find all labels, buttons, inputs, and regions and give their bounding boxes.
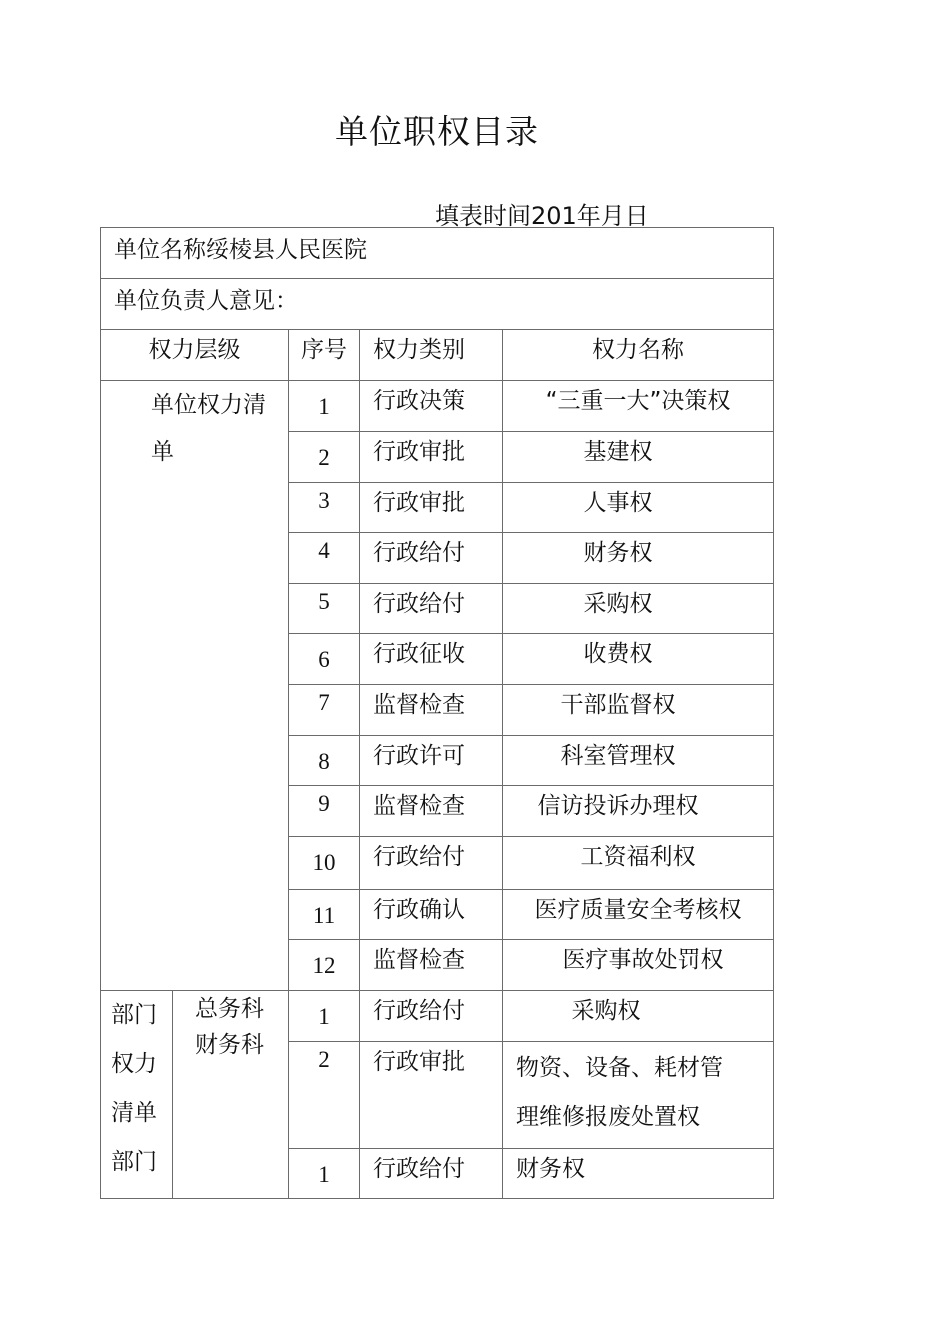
name-line: 物资、设备、耗材管	[516, 1055, 723, 1081]
seq-cell: 4	[289, 533, 360, 584]
category-cell: 监督检查	[360, 940, 503, 991]
dept-label-line: 清单	[111, 1100, 157, 1126]
dept-list-label-cell	[101, 991, 173, 1199]
seq-cell: 2	[289, 432, 360, 483]
header-level: 权力层级	[101, 330, 289, 381]
seq-cell: 6	[289, 634, 360, 685]
seq-cell: 1	[289, 991, 360, 1042]
document-title: 单位职权目录	[335, 112, 539, 151]
dept-name-cell	[173, 991, 289, 1199]
name-cell	[503, 1042, 774, 1149]
unit-name-row	[101, 228, 774, 279]
seq-cell: 1	[289, 381, 360, 432]
name-cell: “三重一大”决策权	[503, 381, 774, 432]
name-cell: 财务权	[503, 533, 774, 584]
leader-opinion-cell: 单位负责人意见：	[101, 279, 774, 330]
dept-label-line: 权力	[111, 1051, 157, 1077]
name-cell: 干部监督权	[503, 685, 774, 736]
name-cell: 人事权	[503, 483, 774, 533]
name-cell: 信访投诉办理权	[503, 786, 774, 837]
seq-cell: 11	[289, 890, 360, 940]
category-cell: 行政审批	[360, 483, 503, 533]
unit-name-cell: 单位名称绥棱县人民医院	[101, 228, 774, 279]
name-cell: 医疗质量安全考核权	[503, 890, 774, 940]
header-category: 权力类别	[360, 330, 503, 381]
category-cell: 行政审批	[360, 1042, 503, 1149]
header-name: 权力名称	[503, 330, 774, 381]
name-cell: 基建权	[503, 432, 774, 483]
dept-label-line: 部门	[111, 1149, 157, 1175]
table-row	[101, 381, 774, 432]
seq-cell: 10	[289, 837, 360, 890]
category-cell: 行政审批	[360, 432, 503, 483]
category-cell: 行政征收	[360, 634, 503, 685]
header-row	[101, 330, 774, 381]
unit-list-label-line2: 单	[151, 439, 174, 465]
unit-list-label-cell	[101, 381, 289, 991]
leader-opinion-row	[101, 279, 774, 330]
category-cell: 监督检查	[360, 685, 503, 736]
category-cell: 行政给付	[360, 533, 503, 584]
dept-label-line: 部门	[111, 1002, 157, 1028]
seq-cell: 3	[289, 483, 360, 533]
category-cell: 行政决策	[360, 381, 503, 432]
seq-cell: 1	[289, 1149, 360, 1199]
name-cell: 采购权	[503, 991, 774, 1042]
name-cell: 收费权	[503, 634, 774, 685]
dept-name-2: 财务科	[195, 1032, 264, 1058]
dept-name-1: 总务科	[195, 996, 264, 1022]
name-cell: 科室管理权	[503, 736, 774, 786]
category-cell: 行政给付	[360, 991, 503, 1042]
category-cell: 行政给付	[360, 1149, 503, 1199]
header-seq: 序号	[301, 337, 347, 363]
name-cell: 医疗事故处罚权	[503, 940, 774, 991]
seq-cell: 12	[289, 940, 360, 991]
table-row	[101, 991, 774, 1042]
unit-list-label-line1: 单位权力清	[151, 392, 266, 418]
seq-cell: 8	[289, 736, 360, 786]
fill-date: 填表时间201年月日	[435, 202, 649, 230]
seq-cell: 5	[289, 584, 360, 634]
category-cell: 行政许可	[360, 736, 503, 786]
header-seq-cell	[289, 330, 360, 381]
name-cell: 工资福利权	[503, 837, 774, 890]
name-line: 理维修报废处置权	[516, 1104, 700, 1130]
authority-table	[100, 227, 774, 1199]
seq-cell: 9	[289, 786, 360, 837]
name-cell: 财务权	[503, 1149, 774, 1199]
category-cell: 行政给付	[360, 584, 503, 634]
category-cell: 行政给付	[360, 837, 503, 890]
seq-cell: 7	[289, 685, 360, 736]
name-cell: 采购权	[503, 584, 774, 634]
category-cell: 监督检查	[360, 786, 503, 837]
category-cell: 行政确认	[360, 890, 503, 940]
seq-cell: 2	[289, 1042, 360, 1149]
